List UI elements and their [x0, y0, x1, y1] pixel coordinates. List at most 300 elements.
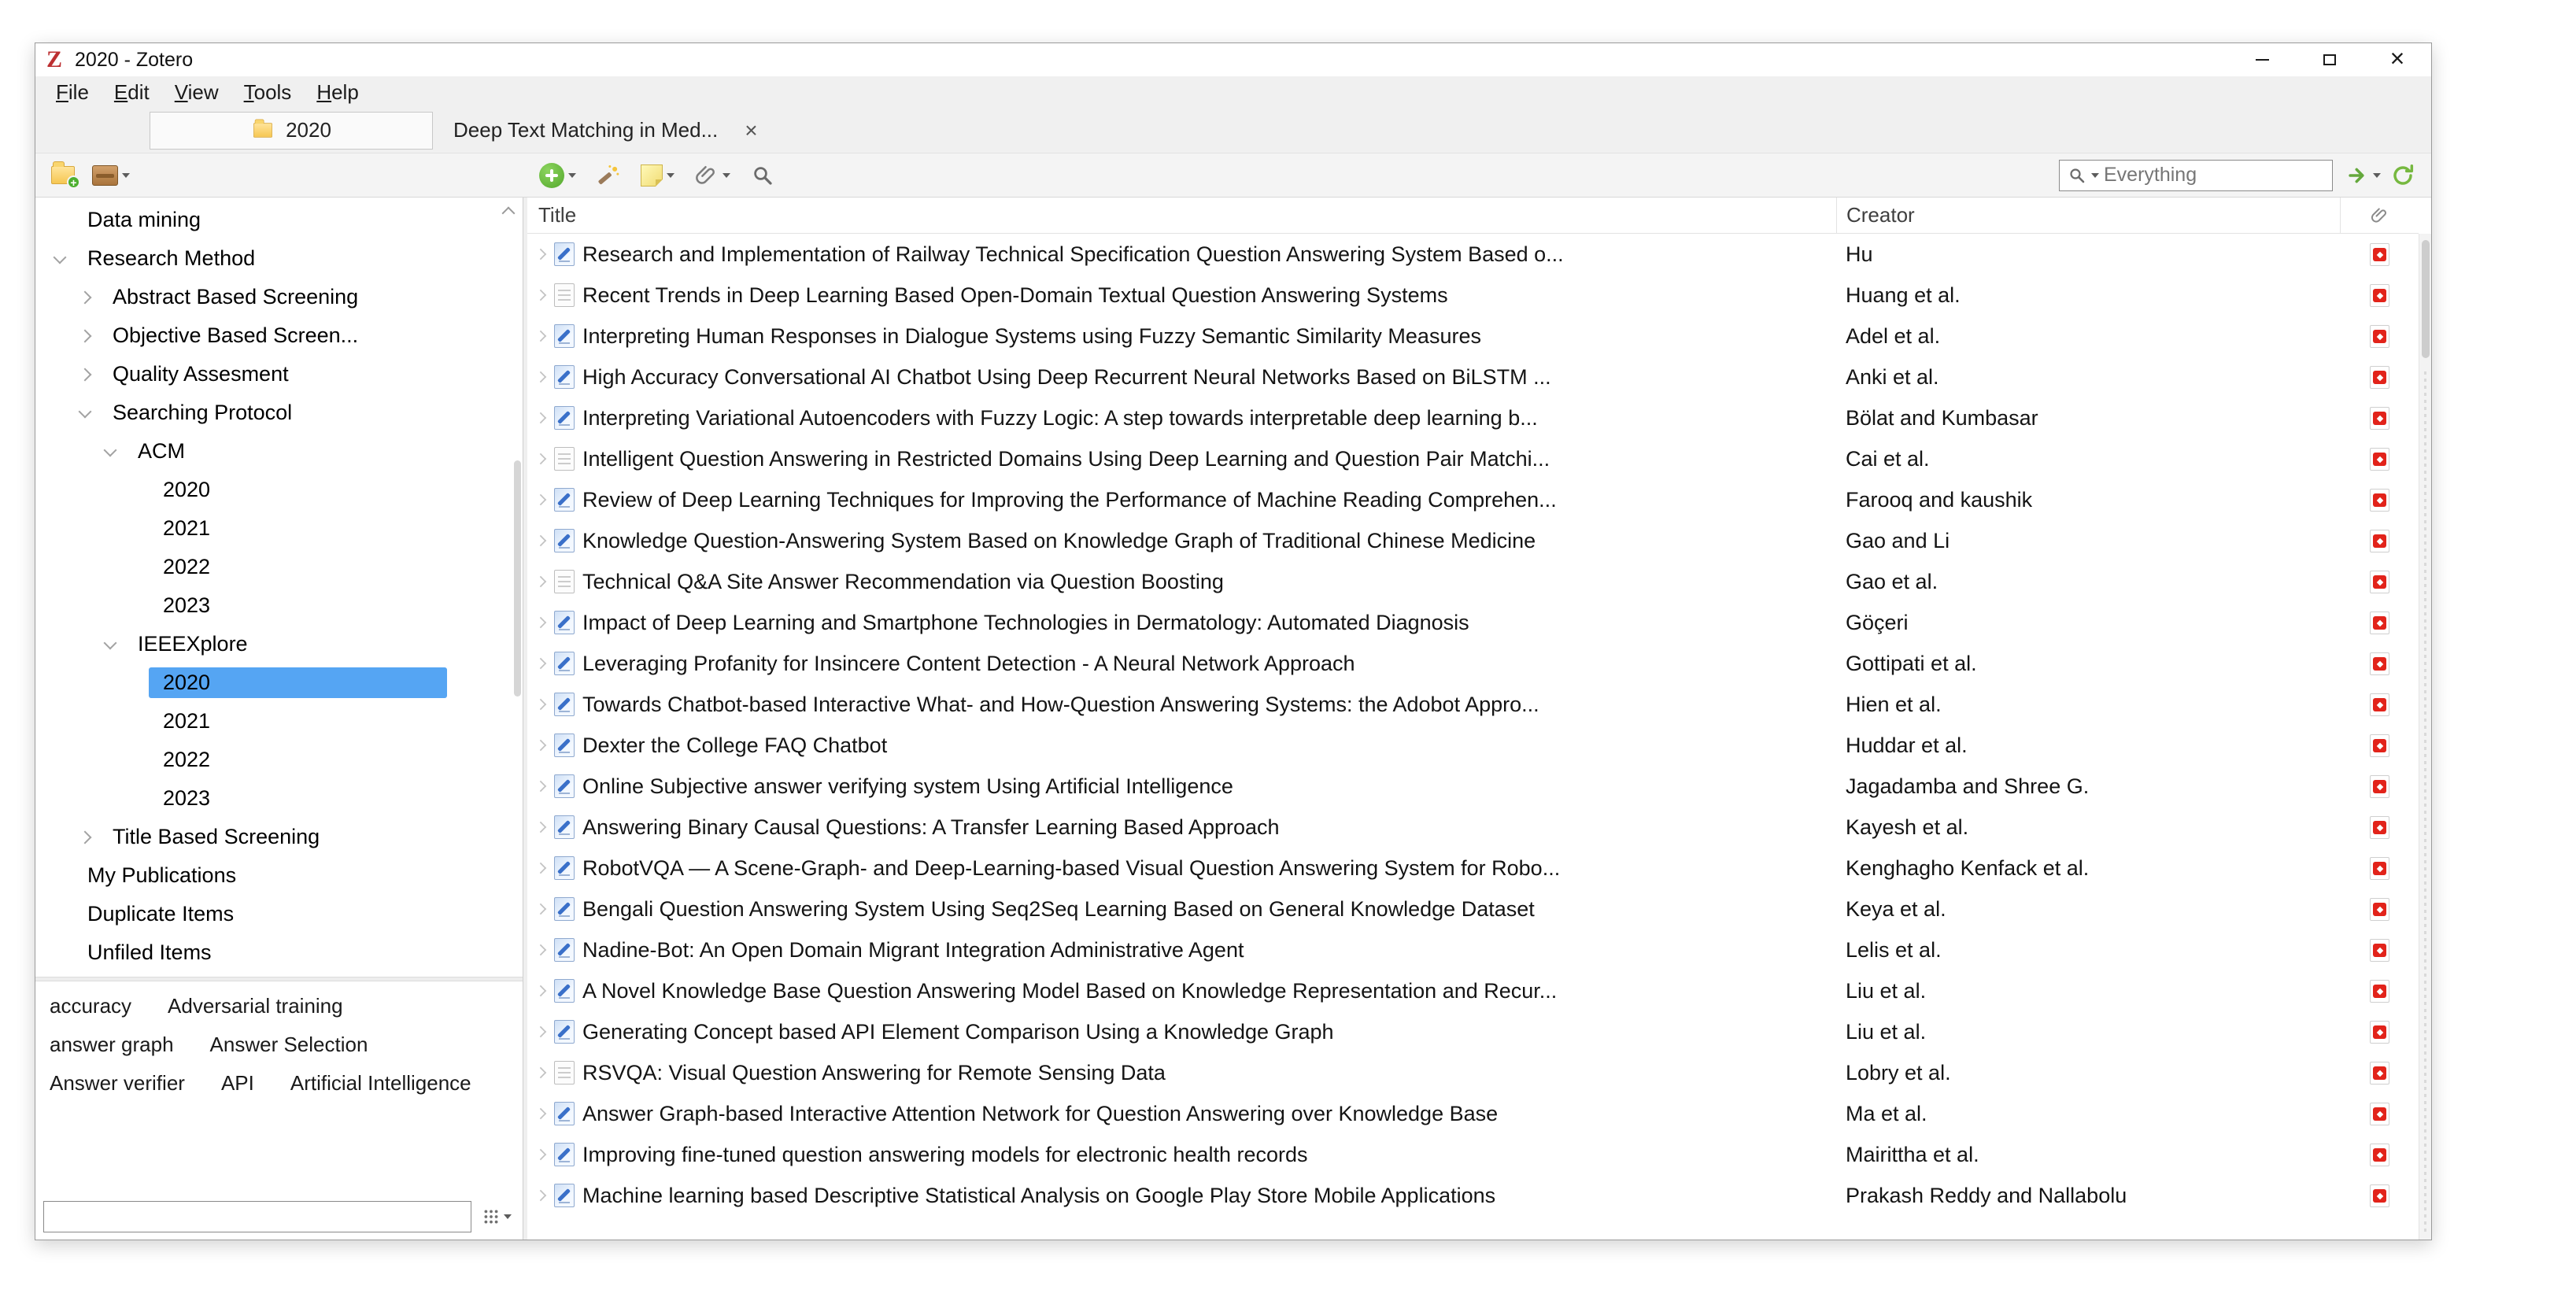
item-twisty-icon[interactable] [530, 612, 553, 634]
collection-label: 2023 [163, 786, 211, 810]
item-title: Review of Deep Learning Techniques for Improving the Performance of Machine Reading Comprehen... [582, 487, 1557, 512]
tab-bar [35, 108, 2431, 153]
item-row[interactable] [527, 479, 2419, 520]
attachment-cell [2340, 1021, 2419, 1044]
pdf-attachment-icon [2370, 366, 2389, 389]
tag-filter-input[interactable] [43, 1201, 471, 1232]
collection-row-content [73, 243, 447, 274]
item-row[interactable] [527, 234, 2419, 275]
locate-arrow-icon [2347, 164, 2369, 187]
twisty-icon[interactable] [46, 863, 73, 889]
attachment-cell [2340, 366, 2419, 389]
maximize-icon [2323, 54, 2336, 65]
window-title: 2020 - Zotero [75, 48, 194, 71]
collection-label: Data mining [87, 208, 201, 231]
item-twisty-icon[interactable] [530, 775, 553, 798]
item-row[interactable] [527, 438, 2419, 479]
pdf-attachment-icon [2370, 1144, 2389, 1166]
item-title: Research and Implementation of Railway Technical Specification Question Answering System Based o... [582, 242, 1564, 266]
item-twisty-icon[interactable] [530, 693, 553, 716]
new-collection-button[interactable] [46, 163, 79, 187]
twisty-icon[interactable] [46, 901, 73, 928]
item-row[interactable] [527, 316, 2419, 357]
advanced-search-button[interactable] [746, 161, 779, 190]
collection-row[interactable] [35, 201, 523, 239]
item-twisty-icon[interactable] [530, 284, 553, 307]
item-row[interactable] [527, 275, 2419, 316]
items-table-body [527, 234, 2431, 1240]
item-title: Technical Q&A Site Answer Recommendation via Question Boosting [582, 569, 1224, 593]
item-creator: Adel et al. [1846, 323, 1941, 348]
item-creator: Prakash Reddy and Nallabolu [1846, 1183, 2127, 1207]
collection-row[interactable] [35, 818, 523, 856]
item-creator: Keya et al. [1846, 896, 1946, 921]
grid-dots-icon [482, 1208, 500, 1225]
item-type-icon [554, 652, 575, 675]
item-row[interactable] [527, 357, 2419, 397]
zotero-window [35, 42, 2432, 1240]
items-toolbar [523, 160, 779, 191]
paperclip-icon [695, 164, 719, 187]
tag[interactable]: Adversarial training [168, 994, 343, 1018]
attachment-cell [2340, 489, 2419, 512]
item-creator: Huddar et al. [1846, 733, 1968, 757]
collection-row[interactable] [35, 586, 523, 625]
new-item-button[interactable] [534, 160, 581, 191]
twisty-icon[interactable] [72, 824, 98, 851]
item-twisty-icon[interactable] [530, 243, 553, 266]
collection-label: Quality Assesment [113, 362, 289, 386]
minimize-button[interactable] [2228, 43, 2296, 76]
collection-label: Searching Protocol [113, 401, 293, 424]
pdf-attachment-icon [2370, 407, 2389, 430]
attachment-cell [2340, 1062, 2419, 1085]
item-row[interactable] [527, 602, 2419, 643]
item-twisty-icon[interactable] [530, 407, 553, 430]
attachment-cell [2340, 243, 2419, 266]
item-title: High Accuracy Conversational AI Chatbot Using Deep Recurrent Neural Networks Based on BiLSTM ... [582, 364, 1551, 389]
attachment-cell [2340, 1103, 2419, 1125]
item-type-icon [554, 733, 575, 757]
item-creator: Huang et al. [1846, 283, 1961, 307]
items-table-header [527, 198, 2419, 234]
twisty-icon[interactable] [97, 438, 124, 465]
collection-row[interactable] [35, 239, 523, 278]
twisty-icon[interactable] [46, 207, 73, 234]
tag[interactable]: Answer Selection [209, 1033, 368, 1056]
twisty-icon[interactable] [122, 593, 149, 619]
twisty-icon[interactable] [46, 940, 73, 966]
item-type-icon [554, 324, 575, 348]
attachment-cell [2340, 407, 2419, 430]
collection-row[interactable] [35, 702, 523, 741]
quick-search [2059, 160, 2333, 191]
collection-label: 2022 [163, 555, 211, 578]
minimize-icon [2256, 59, 2269, 61]
attachment-cell [2340, 734, 2419, 757]
menu-item[interactable]: File [56, 79, 89, 104]
search-input[interactable] [2104, 164, 2324, 187]
pdf-attachment-icon [2370, 1021, 2389, 1044]
tag-filter-bar [35, 1194, 523, 1240]
locate-button[interactable] [2342, 161, 2386, 190]
item-title: Leveraging Profanity for Insincere Content Detection - A Neural Network Approach [582, 651, 1355, 675]
collection-row-content [149, 475, 447, 505]
tag-selector [35, 981, 523, 1194]
twisty-icon[interactable] [72, 400, 98, 427]
collection-row[interactable] [35, 316, 523, 355]
twisty-icon[interactable] [72, 361, 98, 388]
item-creator: Lobry et al. [1846, 1060, 1951, 1085]
attachment-cell [2340, 1144, 2419, 1166]
attachment-cell [2340, 284, 2419, 307]
twisty-icon[interactable] [122, 785, 149, 812]
collection-label: Research Method [87, 246, 256, 270]
item-creator: Kenghagho Kenfack et al. [1846, 855, 2090, 880]
collection-label: Title Based Screening [113, 825, 320, 848]
item-title: A Novel Knowledge Base Question Answering Model Based on Knowledge Representation and Recur... [582, 978, 1558, 1003]
item-type-icon [554, 611, 575, 634]
menu-item[interactable]: Tools [243, 79, 292, 104]
item-creator: Gao and Li [1846, 528, 1950, 552]
main-toolbar [35, 153, 2431, 198]
collection-label: IEEEXplore [138, 632, 248, 656]
item-type-icon [554, 529, 575, 552]
zotero-logo-icon: Z [46, 46, 63, 72]
item-twisty-icon[interactable] [530, 571, 553, 593]
item-type-icon [554, 1143, 575, 1166]
item-type-icon [554, 1184, 575, 1207]
item-title: RobotVQA — A Scene-Graph- and Deep-Learning-based Visual Question Answering System for Robo... [582, 855, 1561, 880]
paperclip-icon [2371, 206, 2389, 225]
item-twisty-icon[interactable] [530, 734, 553, 757]
sync-button[interactable] [2386, 160, 2420, 191]
item-row[interactable] [527, 1011, 2419, 1052]
collection-row[interactable] [35, 625, 523, 663]
item-title: RSVQA: Visual Question Answering for Remote Sensing Data [582, 1060, 1166, 1085]
collection-row[interactable] [35, 548, 523, 586]
pdf-attachment-icon [2370, 571, 2389, 593]
item-type-icon [554, 406, 575, 430]
item-row[interactable] [527, 807, 2419, 848]
item-type-icon [554, 283, 575, 307]
chevron-down-icon [504, 1214, 512, 1219]
item-creator: Kayesh et al. [1846, 815, 1969, 839]
attachment-cell [2340, 816, 2419, 839]
item-title: Answering Binary Causal Questions: A Transfer Learning Based Approach [582, 815, 1280, 839]
item-title: Bengali Question Answering System Using Seq2Seq Learning Based on General Knowledge Dataset [582, 896, 1535, 921]
pdf-attachment-icon [2370, 1103, 2389, 1125]
pdf-attachment-icon [2370, 816, 2389, 839]
chevron-down-icon [723, 173, 730, 178]
attachment-cell [2340, 1184, 2419, 1207]
tab-label: 2020 [286, 118, 331, 142]
pdf-attachment-icon [2370, 652, 2389, 675]
item-row[interactable] [527, 1134, 2419, 1175]
collections-scrollbar-thumb[interactable] [514, 460, 521, 697]
item-row[interactable] [527, 643, 2419, 684]
sync-icon [2390, 163, 2415, 188]
tag-selector-menu-button[interactable] [479, 1205, 515, 1229]
new-collection-icon [51, 166, 77, 189]
collection-row-content [98, 397, 447, 428]
pdf-attachment-icon [2370, 734, 2389, 757]
advanced-search-icon [751, 164, 774, 187]
tag[interactable]: API [220, 1071, 254, 1095]
collection-row[interactable] [35, 741, 523, 779]
pdf-attachment-icon [2370, 325, 2389, 348]
attachment-cell [2340, 448, 2419, 471]
tag[interactable]: accuracy [50, 994, 132, 1018]
new-note-button[interactable] [636, 161, 679, 190]
item-type-icon [554, 856, 575, 880]
collection-row[interactable] [35, 895, 523, 933]
item-type-icon [554, 979, 575, 1003]
item-title: Towards Chatbot-based Interactive What- and How-Question Answering Systems: the Adobot Appro... [582, 692, 1539, 716]
attachment-cell [2340, 898, 2419, 921]
attachment-cell [2340, 612, 2419, 634]
item-twisty-icon[interactable] [530, 857, 553, 880]
collection-label: 2022 [163, 748, 211, 771]
item-row[interactable] [527, 1052, 2419, 1093]
twisty-icon[interactable] [46, 246, 73, 272]
tag[interactable]: answer graph [50, 1033, 174, 1056]
item-row[interactable] [527, 848, 2419, 889]
item-creator: Liu et al. [1846, 1019, 1927, 1044]
twisty-icon[interactable] [122, 670, 149, 697]
tag[interactable]: Artificial Intelligence [290, 1071, 471, 1095]
item-row[interactable] [527, 1093, 2419, 1134]
menu-item[interactable]: Help [316, 79, 359, 104]
tab-reader[interactable] [433, 112, 778, 150]
item-creator: Anki et al. [1846, 364, 1939, 389]
item-type-icon [554, 488, 575, 512]
collection-label: Unfiled Items [87, 940, 212, 964]
tab-label: Deep Text Matching in Med... [453, 118, 719, 142]
item-creator: Lelis et al. [1846, 937, 1942, 962]
pdf-attachment-icon [2370, 857, 2389, 880]
item-creator: Gao et al. [1846, 569, 1938, 593]
item-twisty-icon[interactable] [530, 1144, 553, 1166]
pdf-attachment-icon [2370, 530, 2389, 552]
add-by-identifier-button[interactable] [592, 161, 625, 190]
pdf-attachment-icon [2370, 1062, 2389, 1085]
item-row[interactable] [527, 766, 2419, 807]
collection-row[interactable] [35, 394, 523, 432]
twisty-icon[interactable] [122, 554, 149, 581]
collection-label: ACM [138, 439, 185, 463]
item-title: Knowledge Question-Answering System Based on Knowledge Graph of Traditional Chinese Medicine [582, 528, 1536, 552]
collection-label: Objective Based Screen... [113, 323, 359, 347]
menu-item[interactable]: View [174, 79, 219, 104]
collection-row[interactable] [35, 779, 523, 818]
plus-badge-icon: + [67, 176, 80, 189]
collection-row[interactable] [35, 856, 523, 895]
item-row[interactable] [527, 970, 2419, 1011]
pdf-attachment-icon [2370, 448, 2389, 471]
item-creator: Ma et al. [1846, 1101, 1927, 1125]
library-picker-button[interactable] [87, 162, 135, 189]
collection-row[interactable] [35, 278, 523, 316]
chevron-down-icon [667, 173, 674, 178]
add-attachment-button[interactable] [690, 161, 735, 190]
item-twisty-icon[interactable] [530, 366, 553, 389]
item-creator: Farooq and kaushik [1846, 487, 2033, 512]
item-twisty-icon[interactable] [530, 1062, 553, 1085]
tab-close-icon[interactable]: × [745, 117, 758, 142]
collection-row[interactable] [35, 432, 523, 471]
search-scope-dropdown-icon[interactable] [2091, 173, 2099, 178]
item-creator: Hu [1846, 242, 1873, 266]
collection-row[interactable] [35, 663, 523, 702]
item-row[interactable] [527, 929, 2419, 970]
item-creator: Cai et al. [1846, 446, 1930, 471]
item-twisty-icon[interactable] [530, 980, 553, 1003]
title-bar [35, 43, 2431, 76]
chevron-down-icon [568, 173, 576, 178]
column-header-attachment[interactable] [2340, 198, 2419, 233]
item-twisty-icon[interactable] [530, 489, 553, 512]
item-title: Answer Graph-based Interactive Attention Network for Question Answering over Knowledge Base [582, 1101, 1499, 1125]
item-title: Intelligent Question Answering in Restricted Domains Using Deep Learning and Question Pair Matchi... [582, 446, 1550, 471]
column-header-creator[interactable]: Creator [1836, 198, 2340, 233]
item-twisty-icon[interactable] [530, 816, 553, 839]
item-twisty-icon[interactable] [530, 530, 553, 552]
item-type-icon [554, 242, 575, 266]
twisty-icon[interactable] [122, 477, 149, 504]
item-title: Impact of Deep Learning and Smartphone Technologies in Dermatology: Automated Diagnosis [582, 610, 1469, 634]
collections-pane [35, 198, 523, 1240]
item-row[interactable] [527, 725, 2419, 766]
item-twisty-icon[interactable] [530, 325, 553, 348]
pdf-attachment-icon [2370, 612, 2389, 634]
close-button[interactable] [2363, 43, 2431, 76]
item-title: Dexter the College FAQ Chatbot [582, 733, 888, 757]
tab-collection-2020[interactable] [150, 112, 433, 150]
item-row[interactable] [527, 520, 2419, 561]
item-row[interactable] [527, 397, 2419, 438]
collection-row-content [98, 282, 447, 312]
item-creator: Göçeri [1846, 610, 1909, 634]
attachment-cell [2340, 530, 2419, 552]
collection-row-content [73, 860, 447, 891]
collection-row-content [149, 590, 447, 621]
twisty-icon[interactable] [97, 631, 124, 658]
attachment-cell [2340, 857, 2419, 880]
item-row[interactable] [527, 889, 2419, 929]
chevron-down-icon [2373, 173, 2381, 178]
item-creator: Mairittha et al. [1846, 1142, 1979, 1166]
collection-row-content [149, 706, 447, 737]
collection-row-content [73, 899, 447, 929]
tag[interactable]: Answer verifier [50, 1071, 185, 1095]
item-twisty-icon[interactable] [530, 448, 553, 471]
item-title: Interpreting Variational Autoencoders with Fuzzy Logic: A step towards interpretable deep learning b... [582, 405, 1538, 430]
attachment-cell [2340, 693, 2419, 716]
pdf-attachment-icon [2370, 284, 2389, 307]
twisty-icon[interactable] [122, 515, 149, 542]
column-header-title[interactable]: Title [538, 203, 577, 227]
item-type-icon [554, 774, 575, 798]
attachment-cell [2340, 775, 2419, 798]
library-icon [92, 165, 118, 186]
collection-row-content [98, 320, 447, 351]
twisty-icon[interactable] [122, 747, 149, 774]
item-creator: Liu et al. [1846, 978, 1927, 1003]
new-item-icon [539, 163, 564, 188]
collection-label: My Publications [87, 863, 237, 887]
items-scrollbar-thumb[interactable] [2422, 240, 2430, 358]
collection-row-content [149, 513, 447, 544]
menu-bar [35, 76, 2431, 108]
menu-item[interactable]: Edit [113, 79, 150, 104]
collection-label: 2020 [163, 671, 211, 694]
item-row[interactable] [527, 1175, 2419, 1216]
collection-row[interactable] [35, 471, 523, 509]
collection-row-content [73, 205, 447, 235]
item-twisty-icon[interactable] [530, 652, 553, 675]
collection-row[interactable] [35, 355, 523, 394]
chevron-down-icon [122, 173, 130, 178]
pdf-attachment-icon [2370, 898, 2389, 921]
item-row[interactable] [527, 684, 2419, 725]
main-content [35, 198, 2431, 1240]
pdf-attachment-icon [2370, 775, 2389, 798]
pdf-attachment-icon [2370, 489, 2389, 512]
pdf-attachment-icon [2370, 1184, 2389, 1207]
item-type-icon [554, 365, 575, 389]
item-title: Machine learning based Descriptive Statistical Analysis on Google Play Store Mobile Applications [582, 1183, 1496, 1207]
item-twisty-icon[interactable] [530, 898, 553, 921]
items-scrollbar[interactable] [2419, 234, 2431, 1240]
item-twisty-icon[interactable] [530, 939, 553, 962]
item-twisty-icon[interactable] [530, 1103, 553, 1125]
collection-label: Duplicate Items [87, 902, 235, 926]
maximize-button[interactable] [2296, 43, 2363, 76]
item-title: Generating Concept based API Element Comparison Using a Knowledge Graph [582, 1019, 1334, 1044]
item-twisty-icon[interactable] [530, 1184, 553, 1207]
item-title: Nadine-Bot: An Open Domain Migrant Integration Administrative Agent [582, 937, 1244, 962]
window-controls [2228, 43, 2431, 76]
attachment-cell [2340, 652, 2419, 675]
collection-row-content [124, 629, 447, 660]
search-icon [2068, 166, 2086, 185]
attachment-cell [2340, 980, 2419, 1003]
new-note-icon [641, 164, 663, 187]
collection-row-content [98, 822, 447, 852]
collection-row[interactable] [35, 509, 523, 548]
item-type-icon [554, 897, 575, 921]
attachment-cell [2340, 939, 2419, 962]
item-row[interactable] [527, 561, 2419, 602]
collection-row[interactable] [35, 933, 523, 972]
twisty-icon[interactable] [72, 284, 98, 311]
collection-row-content [98, 359, 447, 390]
attachment-cell [2340, 325, 2419, 348]
collections-tree [35, 198, 523, 977]
item-type-icon [554, 815, 575, 839]
item-title: Recent Trends in Deep Learning Based Open-Domain Textual Question Answering Systems [582, 283, 1448, 307]
item-twisty-icon[interactable] [530, 1021, 553, 1044]
collections-toolbar [35, 162, 523, 189]
item-type-icon [554, 693, 575, 716]
item-type-icon [554, 938, 575, 962]
item-creator: Jagadamba and Shree G. [1846, 774, 2090, 798]
item-type-icon [554, 1102, 575, 1125]
pdf-attachment-icon [2370, 939, 2389, 962]
twisty-icon[interactable] [122, 708, 149, 735]
twisty-icon[interactable] [72, 323, 98, 349]
